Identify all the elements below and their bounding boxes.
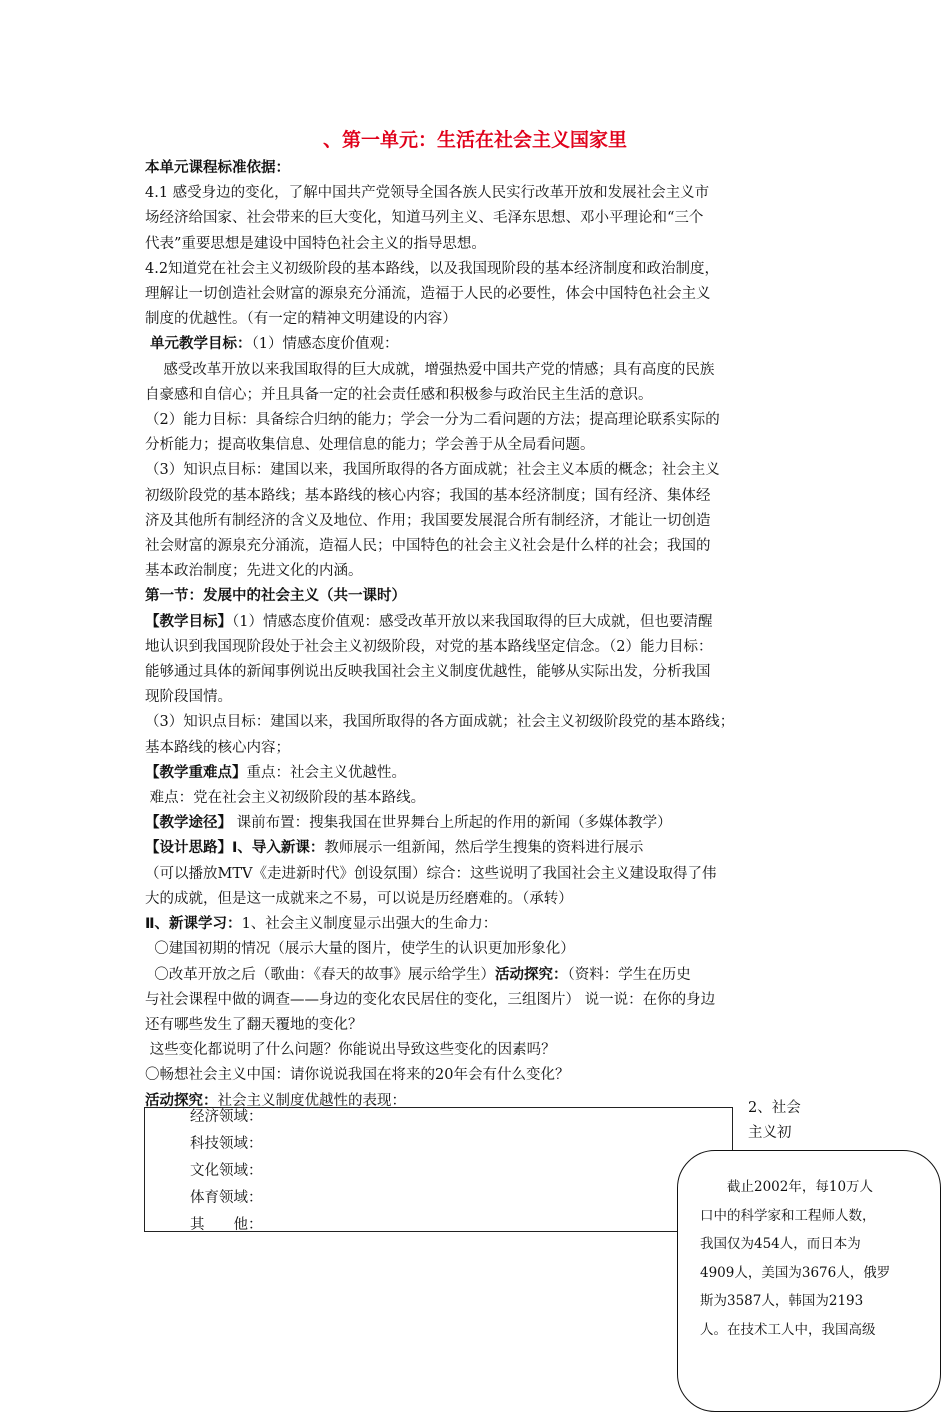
text-segment: 分析能力；提高收集信息、处理信息的能力；学会善于从全局看问题。 xyxy=(145,437,595,454)
text-line xyxy=(145,836,810,861)
text-line xyxy=(145,433,810,458)
text-line xyxy=(145,534,810,559)
text-segment: 基本政治制度；先进文化的内涵。 xyxy=(145,563,363,580)
text-line xyxy=(145,761,810,786)
text-segment: （3）知识点目标：建国以来，我国所取得的各方面成就；社会主义初级阶段党的基本路线； xyxy=(145,714,735,731)
text-line xyxy=(145,635,810,660)
text-segment: 济及其他所有制经济的含义及地位、作用；我国要发展混合所有制经济，才能让一切创造 xyxy=(145,512,711,529)
bold-text: 【教学途径】 xyxy=(145,815,232,832)
callout-line: 斯为3587人，韩国为2193 xyxy=(700,1293,864,1309)
text-line xyxy=(145,383,810,408)
text-segment: 感受改革开放以来我国取得的巨大成就，增强热爱中国共产党的情感；具有高度的民族 xyxy=(145,361,715,378)
bold-text: 【教学重难点】 xyxy=(145,764,247,781)
text-line xyxy=(145,937,810,962)
text-segment: 还有哪些发生了翻天覆地的变化？ xyxy=(145,1016,363,1033)
callout-line: 我国仅为454人，而日本为 xyxy=(700,1236,861,1252)
text-segment: 与社会课程中做的调查——身边的变化农民居住的变化，三组图片） 说一说：在你的身边 xyxy=(145,991,716,1008)
callout-box xyxy=(677,1150,941,1412)
text-line xyxy=(145,584,810,609)
text-segment: 4.1 感受身边的变化，了解中国共产党领导全国各族人民实行改革开放和发展社会主义市 xyxy=(145,185,710,202)
text-segment: （1）情感态度价值观：感受改革开放以来我国取得的巨大成就，但也要清醒 xyxy=(232,613,713,630)
text-segment: 教师展示一组新闻，然后学生搜集的资料进行展示 xyxy=(324,840,644,857)
text-segment: 重点：社会主义优越性。 xyxy=(246,764,406,781)
text-line xyxy=(145,232,810,257)
bold-text: 第一节：发展中的社会主义（共一课时） xyxy=(145,588,406,605)
text-line xyxy=(145,685,810,710)
callout-line: 人。在技术工人中，我国高级 xyxy=(700,1321,876,1338)
side-line: 主义初 xyxy=(748,1125,792,1141)
text-segment: 〇畅想社会主义中国：请你说说我国在将来的20年会有什么变化？ xyxy=(145,1067,570,1084)
text-line xyxy=(145,912,810,937)
text-line xyxy=(145,862,810,887)
text-segment: （1）情感态度价值观： xyxy=(251,336,399,353)
text-segment: 4.2知道党在社会主义初级阶段的基本路线，以及我国现阶段的基本经济制度和政治制度， xyxy=(145,260,720,277)
bold-text: 本单元课程标准依据： xyxy=(145,160,290,176)
field-label: 经济领域： xyxy=(190,1109,263,1125)
text-segment: （资料：学生在历史 xyxy=(567,966,691,983)
bold-text: 活动探究： xyxy=(145,1092,218,1109)
text-segment: 这些变化都说明了什么问题？你能说出导致这些变化的因素吗？ xyxy=(145,1042,556,1059)
callout-line: 4909人，美国为3676人，俄罗 xyxy=(700,1264,891,1281)
text-line xyxy=(145,408,810,433)
bold-text: 活动探究： xyxy=(494,966,568,983)
text-segment: 社会主义制度优越性的表现： xyxy=(217,1092,406,1109)
text-segment: 〇建国初期的情况（展示大量的图片，使学生的认识更加形象化） xyxy=(145,941,575,958)
field-label: 文化领域： xyxy=(190,1163,263,1179)
text-line xyxy=(145,736,810,761)
text-segment: 课前布置：搜集我国在世界舞台上所起的作用的新闻（多媒体教学） xyxy=(232,815,672,832)
bold-text: 单元教学目标： xyxy=(145,336,252,353)
text-line xyxy=(145,811,810,836)
unit-title: 、第一单元：生活在社会主义国家里 xyxy=(322,129,627,151)
text-line xyxy=(145,509,810,534)
field-label: 其 他： xyxy=(190,1217,263,1233)
side-line: 2、社会 xyxy=(748,1100,801,1116)
text-line xyxy=(145,358,810,383)
text-segment: 现阶段国情。 xyxy=(145,689,232,706)
text-segment: 代表”重要思想是建设中国特色社会主义的指导思想。 xyxy=(145,235,486,252)
text-segment: 〇改革开放之后（歌曲：《春天的故事》展示给学生） xyxy=(145,966,495,983)
text-line xyxy=(145,206,810,231)
text-line xyxy=(145,786,810,811)
text-line xyxy=(145,660,810,685)
text-line xyxy=(145,181,810,206)
text-line xyxy=(145,257,810,282)
text-segment: 场经济给国家、社会带来的巨大变化，知道马列主义、毛泽东思想、邓小平理论和“三个 xyxy=(145,210,704,227)
field-label: 体育领域： xyxy=(190,1190,263,1206)
bold-text: Ⅱ、新课学习： xyxy=(145,916,242,933)
text-segment: 基本路线的核心内容； xyxy=(145,739,290,756)
bold-text: 【设计思路】Ⅰ、导入新课： xyxy=(145,840,325,857)
text-segment: （可以播放MTV《走进新时代》创设氛围）综合：这些说明了我国社会主义建设取得了伟 xyxy=(145,865,717,882)
text-line xyxy=(145,887,810,912)
text-line xyxy=(145,282,810,307)
text-line xyxy=(145,610,810,635)
text-line xyxy=(145,484,810,509)
bold-text: 【教学目标】 xyxy=(145,613,232,630)
callout-line: 口中的科学家和工程师人数， xyxy=(700,1207,876,1224)
side-note xyxy=(748,1096,801,1146)
activity-fields xyxy=(190,1104,263,1239)
text-segment: 社会财富的源泉充分涌流，造福人民；中国特色的社会主义社会是什么样的社会；我国的 xyxy=(145,538,711,555)
text-segment: 1、社会主义制度显示出强大的生命力： xyxy=(241,916,498,933)
text-line xyxy=(145,710,810,735)
text-segment: 制度的优越性。（有一定的精神文明建设的内容） xyxy=(145,311,457,328)
text-line xyxy=(145,559,810,584)
body-text xyxy=(145,156,810,1114)
text-segment: （3）知识点目标：建国以来，我国所取得的各方面成就；社会主义本质的概念；社会主义 xyxy=(145,462,720,479)
text-line xyxy=(145,307,810,332)
text-line xyxy=(145,156,810,181)
text-line xyxy=(145,1013,810,1038)
text-line xyxy=(145,1038,810,1063)
text-line xyxy=(145,332,810,357)
callout-line: 截止2002年，每10万人 xyxy=(700,1179,874,1195)
text-segment: （2）能力目标：具备综合归纳的能力；学会一分为二看问题的方法；提高理论联系实际的 xyxy=(145,412,720,429)
text-segment: 大的成就，但是这一成就来之不易，可以说是历经磨难的。（承转） xyxy=(145,890,573,907)
text-segment: 初级阶段党的基本路线；基本路线的核心内容；我国的基本经济制度；国有经济、集体经 xyxy=(145,487,711,504)
text-line xyxy=(145,458,810,483)
text-segment: 自豪感和自信心；并且具备一定的社会责任感和积极参与政治民主生活的意识。 xyxy=(145,386,653,403)
field-label: 科技领域： xyxy=(190,1136,263,1152)
text-segment: 能够通过具体的新闻事例说出反映我国社会主义制度优越性，能够从实际出发，分析我国 xyxy=(145,664,711,681)
callout-text xyxy=(700,1173,918,1344)
text-segment: 地认识到我国现阶段处于社会主义初级阶段，对党的基本路线坚定信念。（2）能力目标： xyxy=(145,638,713,655)
text-line xyxy=(145,988,810,1013)
text-line xyxy=(145,1063,810,1088)
text-segment: 理解让一切创造社会财富的源泉充分涌流，造福于人民的必要性，体会中国特色社会主义 xyxy=(145,286,711,303)
text-line xyxy=(145,963,810,988)
text-segment: 难点：党在社会主义初级阶段的基本路线。 xyxy=(145,790,426,807)
